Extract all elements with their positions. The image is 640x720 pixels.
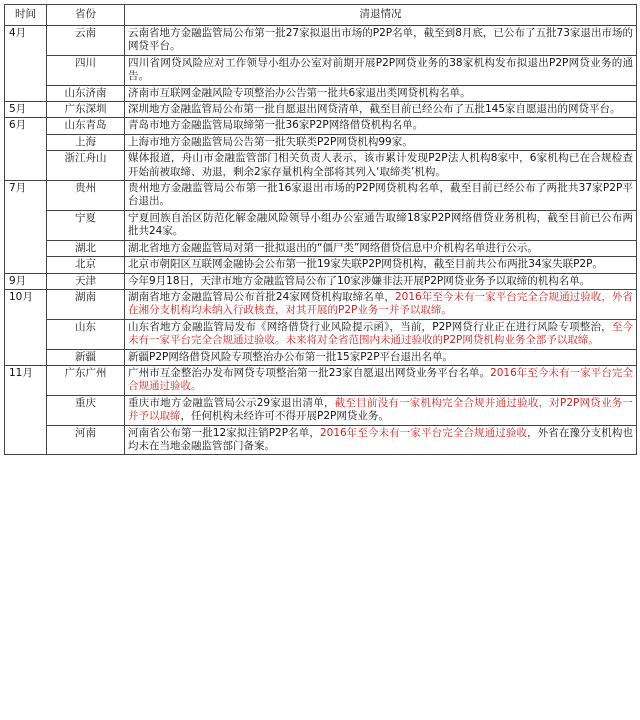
table-row xyxy=(5,55,637,85)
status-cell xyxy=(125,85,637,101)
table-row xyxy=(5,85,637,101)
table-row xyxy=(5,102,637,118)
status-cell xyxy=(125,425,637,455)
table-body xyxy=(5,26,637,455)
table-row xyxy=(5,319,637,349)
table-row xyxy=(5,425,637,455)
detail-text: 今年9月18日，天津市地方金融监管局公布了10家涉嫌非法开展P2P网贷业务予以取缔的机构名单。 xyxy=(128,274,591,287)
detail-text: 四川省网贷风险应对工作领导小组办公室对前期开展P2P网贷业务的38家机构发布拟退出P2P网贷业务的通告。 xyxy=(128,56,633,83)
status-cell xyxy=(125,210,637,240)
province-cell: 上海 xyxy=(47,134,125,150)
province-cell: 广东广州 xyxy=(47,365,125,395)
province-cell: 浙江舟山 xyxy=(47,151,125,181)
province-cell: 湖南 xyxy=(47,289,125,319)
table-row xyxy=(5,365,637,395)
province-cell: 云南 xyxy=(47,26,125,56)
province-cell: 山东 xyxy=(47,319,125,349)
table-row xyxy=(5,118,637,134)
table-row xyxy=(5,181,637,211)
status-cell xyxy=(125,349,637,365)
header-row xyxy=(5,5,637,26)
detail-text: 湖北省地方金融监管局对第一批拟退出的“僵尸类”网络借贷信息中介机构名单进行公示。 xyxy=(128,241,538,254)
detail-text: 广州市互金整治办发布网贷专项整治第一批23家自愿退出网贷业务平台名单。 xyxy=(128,366,491,379)
province-cell: 重庆 xyxy=(47,395,125,425)
table-row xyxy=(5,240,637,256)
document xyxy=(4,4,636,455)
detail-text: ，外省在豫分支机构也均未在当地金融监管部门备案。 xyxy=(128,426,633,452)
detail-text: 宁夏回族自治区防范化解金融风险领导小组办公室通告取缔18家P2P网络借贷业务机构，截至目前已公布两批共24家。 xyxy=(128,211,633,238)
province-cell: 天津 xyxy=(47,273,125,289)
status-cell xyxy=(125,273,637,289)
status-cell xyxy=(125,26,637,56)
detail-text: 媒体报道，舟山市金融监管部门相关负责人表示，该市累计发现P2P法人机构8家中，6家机构已在合规检查开始前被取缔、劝退，剩余2家存量机构全部将其列入‘取缔类’机构。 xyxy=(128,152,633,178)
month-cell: 5月 xyxy=(5,102,47,118)
month-cell: 10月 xyxy=(5,289,47,365)
highlighted-text: 2016年至今未有一家平台完全合规通过验收。 xyxy=(128,366,633,393)
table-row xyxy=(5,395,637,425)
province-cell: 湖北 xyxy=(47,240,125,256)
status-cell xyxy=(125,102,637,118)
highlighted-text: 截至目前没有一家机构完全合规并通过验收，对P2P网贷业务一并予以取缔 xyxy=(128,396,633,423)
status-cell xyxy=(125,181,637,211)
province-cell: 山东青岛 xyxy=(47,118,125,134)
status-cell xyxy=(125,151,637,181)
table-row xyxy=(5,210,637,240)
detail-text: ，任何机构未经许可不得开展P2P网贷业务。 xyxy=(180,410,389,423)
status-cell xyxy=(125,395,637,425)
province-cell: 新疆 xyxy=(47,349,125,365)
status-cell xyxy=(125,240,637,256)
detail-text: 湖南省地方金融监管局公布首批24家网贷机构取缔名单， xyxy=(128,290,395,303)
header-province: 省份 xyxy=(47,5,125,26)
province-cell: 宁夏 xyxy=(47,210,125,240)
status-cell xyxy=(125,257,637,273)
month-cell: 6月 xyxy=(5,118,47,181)
table-row xyxy=(5,26,637,56)
detail-text: 新疆P2P网络借贷风险专项整治办公布第一批15家P2P平台退出名单。 xyxy=(128,350,454,363)
month-cell: 4月 xyxy=(5,26,47,102)
detail-text: 北京市朝阳区互联网金融协会公布第一批19家失联P2P网贷机构，截至目前共公布两批34家失联P2P。 xyxy=(128,258,603,271)
table-row xyxy=(5,273,637,289)
detail-text: 上海市地方金融监管局公告第一批失联类P2P网贷机构99家。 xyxy=(128,135,413,148)
highlighted-text: 2016年至今未有一家平台完全合规通过验收 xyxy=(319,426,528,439)
month-cell: 9月 xyxy=(5,273,47,289)
province-cell: 广东深圳 xyxy=(47,102,125,118)
province-cell: 四川 xyxy=(47,55,125,85)
table-row xyxy=(5,151,637,181)
p2p-exit-table xyxy=(4,4,637,455)
table-row xyxy=(5,349,637,365)
detail-text: 重庆市地方金融监管局公示29家退出清单， xyxy=(128,396,335,409)
province-cell: 河南 xyxy=(47,425,125,455)
detail-text: 深圳地方金融监管局公布第一批自愿退出网贷清单，截至目前已经公布了五批145家自愿退出的网贷平台。 xyxy=(128,103,621,116)
header-status: 清退情况 xyxy=(125,5,637,26)
detail-text: 河南省公布第一批12家拟注销P2P名单， xyxy=(128,426,320,439)
province-cell: 贵州 xyxy=(47,181,125,211)
status-cell xyxy=(125,118,637,134)
table-row xyxy=(5,134,637,150)
status-cell xyxy=(125,319,637,349)
status-cell xyxy=(125,365,637,395)
table-row xyxy=(5,257,637,273)
month-cell: 7月 xyxy=(5,181,47,273)
highlighted-text: 2016年至今未有一家平台完全合规通过验收，外省在湘分支机构均未纳入行政核查，对其开展的P2P业务一并予以取缔。 xyxy=(128,290,633,317)
month-cell: 11月 xyxy=(5,365,47,454)
status-cell xyxy=(125,289,637,319)
header-time: 时间 xyxy=(5,5,47,26)
province-cell: 北京 xyxy=(47,257,125,273)
detail-text: 青岛市地方金融监管局取缔第一批36家P2P网络借贷机构名单。 xyxy=(128,119,424,132)
detail-text: 贵州地方金融监管局公布第一批16家退出市场的P2P网贷机构名单，截至目前已经公布了两批共37家P2P平台退出。 xyxy=(128,182,633,208)
province-cell: 山东济南 xyxy=(47,85,125,101)
status-cell xyxy=(125,134,637,150)
detail-text: 山东省地方金融监管局发布《网络借贷行业风险提示函》，当前，P2P网贷行业正在进行风险专项整治， xyxy=(128,320,612,333)
detail-text: 云南省地方金融监管局公布第一批27家拟退出市场的P2P名单，截至到8月底，已公布了五批73家退出市场的网贷平台。 xyxy=(128,27,633,53)
detail-text: 济南市互联网金融风险专项整治办公告第一批共6家退出类网贷机构名单。 xyxy=(128,86,471,99)
highlighted-text: 至今未有一家平台完全合规通过验收。未来将对全省范围内未通过验收的P2P网贷机构业务全部予以取缔。 xyxy=(128,320,633,347)
status-cell xyxy=(125,55,637,85)
table-row xyxy=(5,289,637,319)
